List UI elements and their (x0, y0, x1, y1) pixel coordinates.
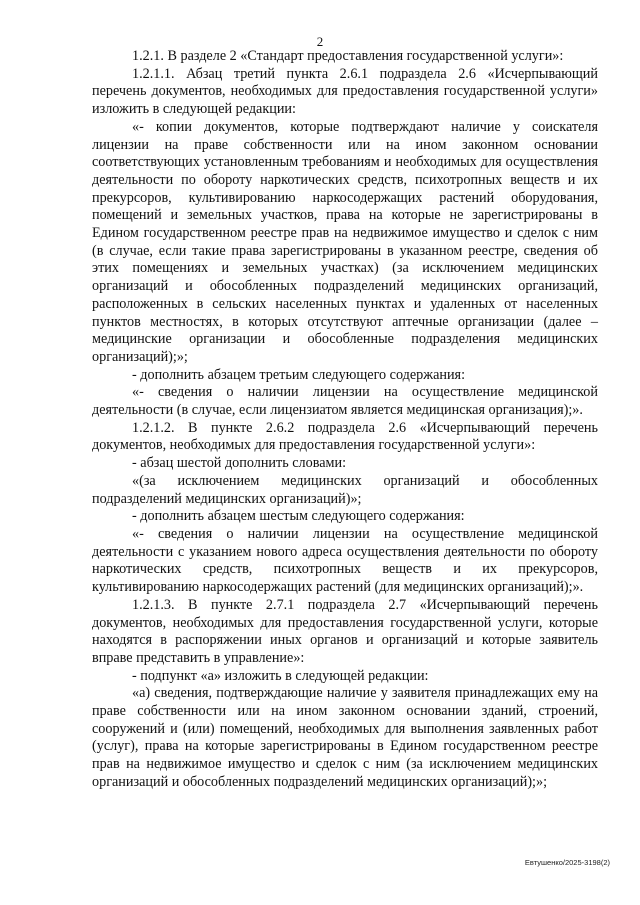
footer-reference: Евтушенко/2025-3198(2) (524, 858, 610, 867)
page-number: 2 (316, 34, 324, 49)
paragraph-license-info: «- сведения о наличии лицензии на осуществление медицинской деятельности (в случае, если лицензиатом является медицинская организация);». (92, 384, 598, 419)
paragraph-add-sixth: - дополнить абзацем шестым следующего содержания: (132, 508, 465, 525)
paragraph-license-new-address: «- сведения о наличии лицензии на осуществление медицинской деятельности с указанием нового адреса осуществления деятельности по обороту наркотических средств, психотропных веществ и их прекурсоров, культивированию наркосодержащих растений (для медицинских организаций);». (92, 525, 598, 596)
paragraph-subitem-a-text: «а) сведения, подтверждающие наличие у заявителя принадлежащих ему на праве собственности или на ином законном основании зданий, строений, сооружений и (или) помещений, необходимых для выполнения заявленных работ (услуг), права на которые зарегистрированы в Едином государственном реестре прав на недвижимое имущество и сделок с ним (за исключением медицинских организаций и обособленных подразделений медицинских организаций);»; (92, 685, 598, 790)
document-body (92, 48, 598, 792)
paragraph-sixth-add-words: - абзац шестой дополнить словами: (132, 455, 347, 472)
paragraph-subitem-a: - подпункт «а» изложить в следующей редакции: (132, 667, 429, 684)
paragraph-new-wording-licensee-documents: «- копии документов, которые подтверждают наличие у соискателя лицензии на праве собственности или на ином законном основании соответствующих установленным требованиям и необходимых для осуществления деятельности по обороту наркотических средств, психотропных веществ и их прекурсоров, культивированию наркосодержащих растений оборудования, помещений и земельных участков, права на которые не зарегистрированы в Едином государственном реестре прав на недвижимое имущество и сделок с ним (в случае, если такие права зарегистрированы в указанном реестре, сведения об этих помещениях и земельных участках) (за исключением медицинских организаций и обособленных подразделений медицинских организаций, расположенных в сельских населенных пунктах и удаленных от населенных пунктов местностях, в которых отсутствуют аптечные организации (далее – медицинские организации и обособленные подразделения медицинских организаций);»; (92, 118, 598, 365)
paragraph-add-third: - дополнить абзацем третьим следующего содержания: (132, 366, 466, 383)
paragraph-1-2-1-1: 1.2.1.1. Абзац третий пункта 2.6.1 подраздела 2.6 «Исчерпывающий перечень документов, необходимых для предоставления государственной услуги» изложить в следующей редакции: (92, 65, 598, 118)
paragraph-exception-clause: «(за исключением медицинских организаций и обособленных подразделений медицинских организаций)»; (92, 472, 598, 507)
paragraph-1-2-1-2: 1.2.1.2. В пункте 2.6.2 подраздела 2.6 «Исчерпывающий перечень документов, необходимых для предоставления государственной услуги»: (92, 419, 598, 454)
paragraph-1-2-1-3: 1.2.1.3. В пункте 2.7.1 подраздела 2.7 «Исчерпывающий перечень документов, необходимых для предоставления государственной услуги, которые находятся в распоряжении иных органов и организаций и которые заявитель вправе представить в управление»: (92, 596, 598, 666)
paragraph-1-2-1: 1.2.1. В разделе 2 «Стандарт предоставления государственной услуги»: (132, 48, 564, 64)
